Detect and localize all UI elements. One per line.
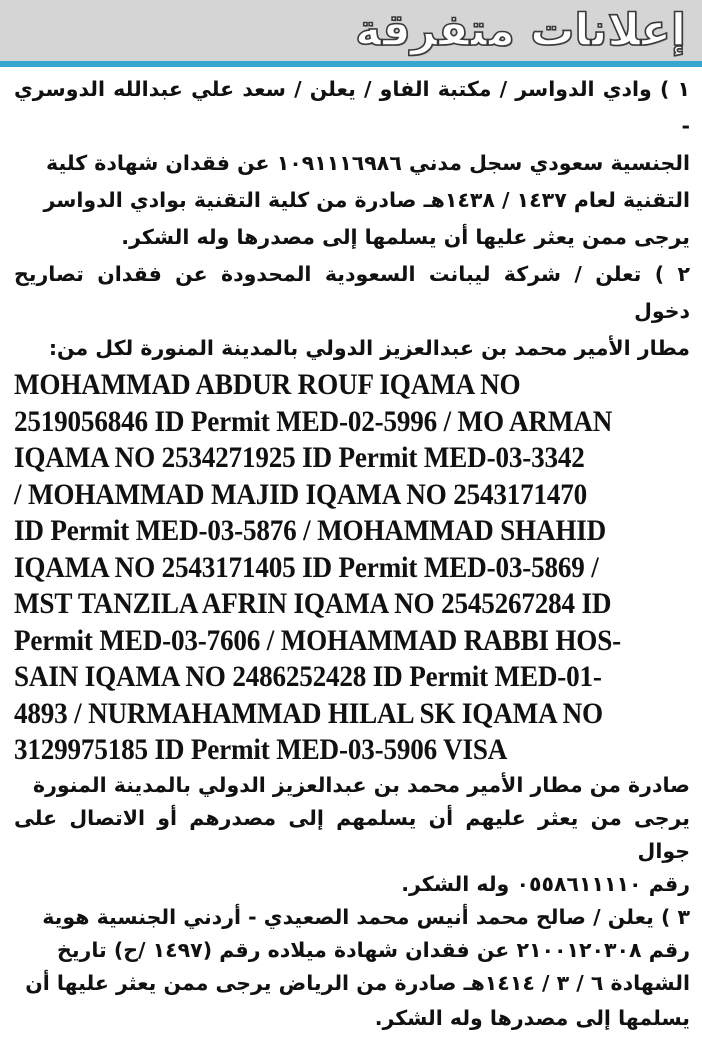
notice-2-outro-line: رقم ٠٥٥٨٦١١١١٠ وله الشكر.: [401, 871, 690, 896]
permit-holders-line: 2519056846 ID Permit MED-02-5996 / MO ARMAN: [14, 405, 613, 438]
notice-3-line: رقم ٢١٠٠١٢٠٣٠٨ عن فقدان شهادة ميلاده رقم (١٤٩٧ /ح) تاريخ: [57, 937, 690, 962]
notice-1: [14, 71, 690, 256]
notice-3-line: ٣ ) يعلن / صالح محمد أنيس محمد الصعيدي - أردني الجنسية هوية: [42, 904, 690, 929]
notice-2: [14, 256, 690, 901]
permit-holders-list: [14, 367, 690, 769]
permit-holders-line: 3129975185 ID Permit MED-03-5906 VISA: [14, 734, 508, 766]
permit-holders-line: IQAMA NO 2543171405 ID Permit MED-03-5869 /: [14, 551, 599, 584]
notice-2-outro-line: يرجى من يعثر عليهم أن يسلمهم إلى مصدرهم أو الاتصال على جوال: [14, 805, 690, 863]
notice-1-line: الجنسية سعودي سجل مدني ١٠٩١١١٦٩٨٦ عن فقدان شهادة كلية: [46, 151, 690, 175]
notice-1-line: يرجى ممن يعثر عليها أن يسلمها إلى مصدرها وله الشكر.: [121, 225, 690, 249]
notice-2-outro-line: صادرة من مطار الأمير محمد بن عبدالعزيز الدولي بالمدينة المنورة: [33, 772, 690, 797]
permit-holders-line: IQAMA NO 2534271925 ID Permit MED-03-3342: [14, 442, 585, 474]
notice-1-line: التقنية لعام ١٤٣٧ / ١٤٣٨هـ صادرة من كلية التقنية بوادي الدواسر: [43, 188, 690, 212]
permit-holders-line: / MOHAMMAD MAJID IQAMA NO 2543171470: [14, 478, 588, 511]
notice-3: [14, 901, 690, 1037]
permit-holders-line: ID Permit MED-03-5876 / MOHAMMAD SHAHID: [14, 515, 607, 547]
permit-holders-line: 4893 / NURMAHAMMAD HILAL SK IQAMA NO: [14, 697, 603, 730]
notice-1-line: ١ ) وادي الدواسر / مكتبة الفاو / يعلن / سعد علي عبدالله الدوسري -: [14, 77, 690, 138]
notice-2-intro-line: ٢ ) تعلن / شركة ليبانت السعودية المحدودة عن فقدان تصاريح دخول: [14, 262, 690, 323]
section-header: [0, 0, 702, 61]
notice-2-intro-line: مطار الأمير محمد بن عبدالعزيز الدولي بالمدينة المنورة لكل من:: [48, 336, 690, 360]
classifieds-body: [0, 67, 702, 1037]
notice-3-line: يسلمها إلى مصدرها وله الشكر.: [374, 1005, 690, 1030]
permit-holders-line: Permit MED-03-7606 / MOHAMMAD RABBI HOS-: [14, 624, 621, 657]
section-title: إعلانات متفرقة: [355, 4, 686, 56]
notice-3-line: الشهادة ٦ / ٣ / ١٤١٤هـ صادرة من الرياض يرجى ممن يعثر عليها أن: [25, 970, 690, 995]
permit-holders-line: MST TANZILA AFRIN IQAMA NO 2545267284 ID: [14, 588, 612, 620]
permit-holders-line: MOHAMMAD ABDUR ROUF IQAMA NO: [14, 369, 521, 401]
permit-holders-line: SAIN IQAMA NO 2486252428 ID Permit MED-01-: [14, 661, 602, 693]
